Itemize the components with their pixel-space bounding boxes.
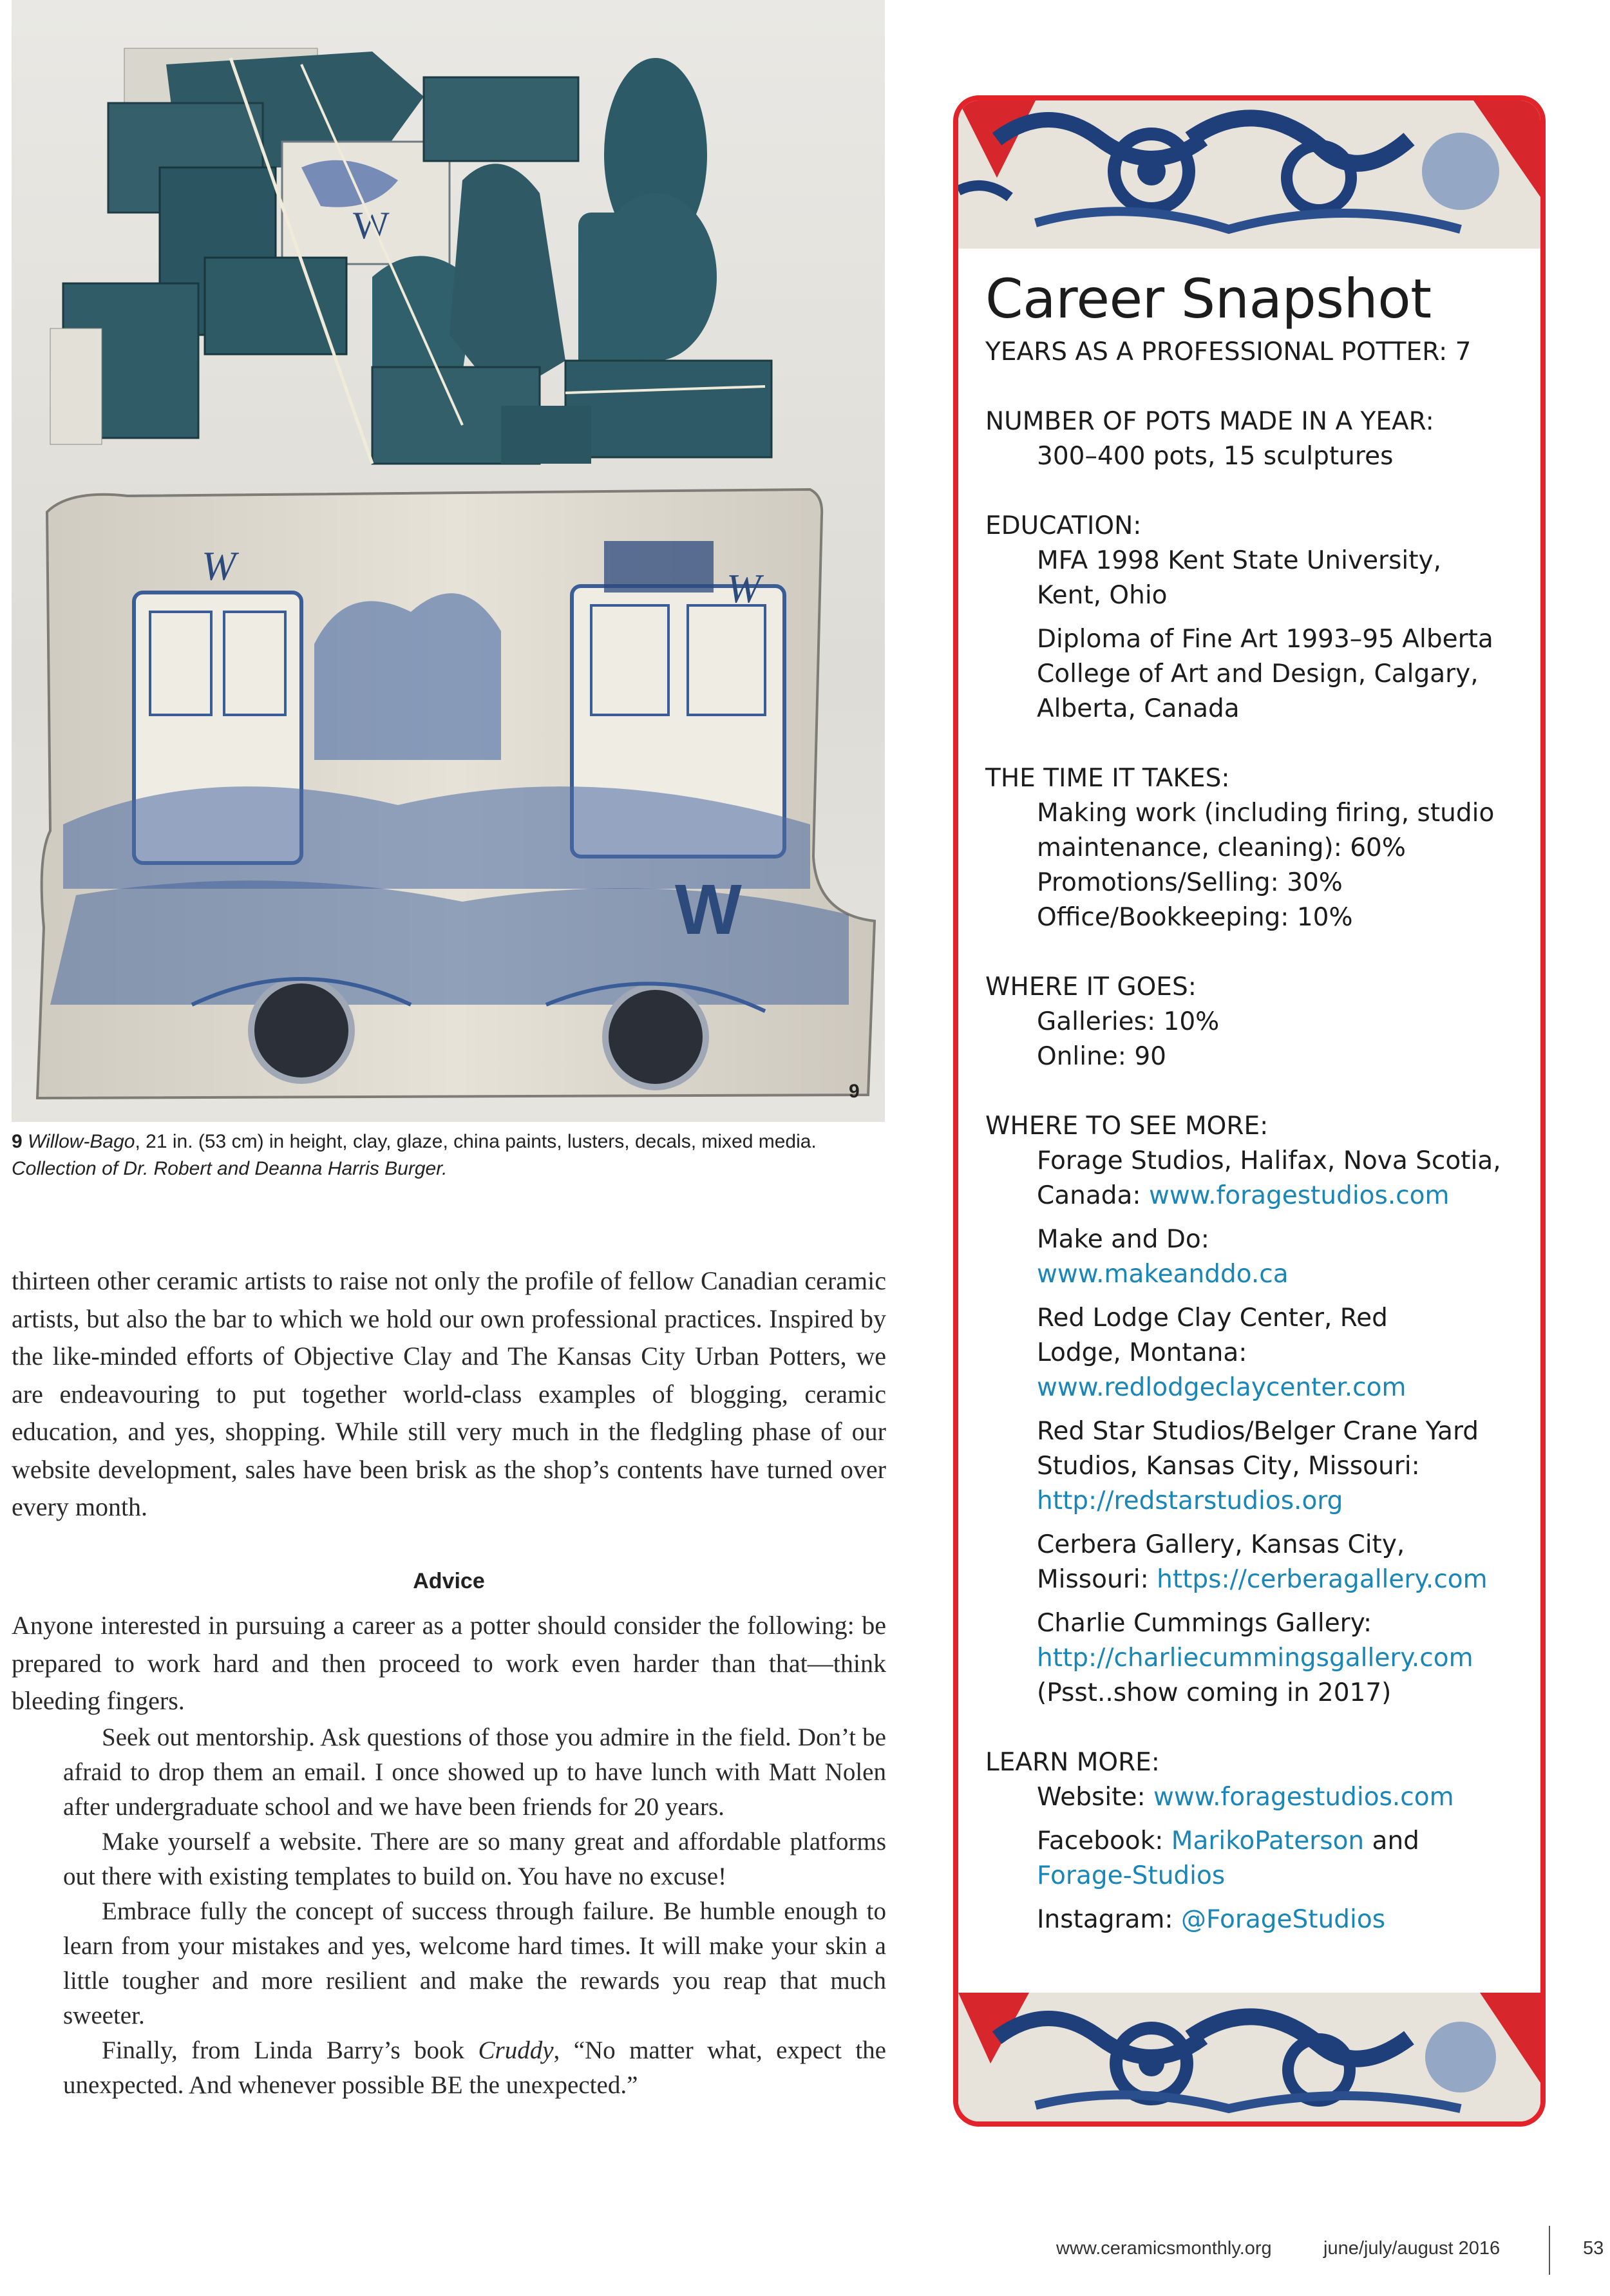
blue-scroll-ornament-icon	[958, 1993, 1540, 2121]
snapshot-content	[985, 267, 1526, 1937]
decorative-band-bottom	[958, 1993, 1540, 2121]
learn-line	[985, 1824, 1526, 1859]
goes-line: Galleries: 10%	[1037, 1007, 1220, 1036]
learn-heading: LEARN MORE:	[985, 1748, 1160, 1777]
advice-paragraph-3: Make yourself a website. There are so many great and affordable platforms out there with existing templates to build on. You have no excuse!	[63, 1827, 886, 1890]
venue-line: Cerbera Gallery, Kansas City,	[1037, 1530, 1405, 1559]
cummings-link[interactable]: http://charliecummingsgallery.com	[1037, 1644, 1473, 1673]
instagram-link[interactable]: @ForageStudios	[1180, 1905, 1386, 1934]
figure-number: 9	[849, 1081, 860, 1102]
venue-line	[985, 1562, 1526, 1597]
redlodge-link[interactable]: www.redlodgeclaycenter.com	[1037, 1373, 1406, 1402]
caption-details: , 21 in. (53 cm) in height, clay, glaze, china paints, lusters, decals, mixed media.	[135, 1131, 817, 1152]
time-line: Office/Bookkeeping: 10%	[1037, 903, 1353, 932]
time-line: maintenance, cleaning): 60%	[1037, 833, 1406, 862]
venue-label: Canada:	[1037, 1181, 1149, 1210]
see-more-heading: WHERE TO SEE MORE:	[985, 1112, 1269, 1141]
advice-heading: Advice	[413, 1569, 485, 1593]
svg-text:W: W	[675, 870, 742, 949]
svg-text:W: W	[353, 204, 390, 247]
goes-heading: WHERE IT GOES:	[985, 972, 1197, 1001]
venue-line: Charlie Cummings Gallery:	[1037, 1609, 1372, 1638]
blue-scroll-ornament-icon	[958, 100, 1540, 249]
sculpture-photo	[12, 0, 885, 1122]
advice-paragraph-1: Anyone interested in pursuing a career as a potter should consider the following: be prepared to work hard and then proceed to work even harder than that—think bleeding fingers.	[12, 1611, 886, 1715]
goes-line: Online: 90	[1037, 1042, 1166, 1071]
cerbera-link[interactable]: https://cerberagallery.com	[1157, 1565, 1488, 1594]
quote-intro: Finally, from Linda Barry’s book	[102, 2036, 478, 2064]
book-title: Cruddy	[478, 2036, 554, 2064]
learn-label: Website:	[1037, 1783, 1154, 1812]
decorative-band-top	[958, 100, 1540, 249]
learn-conjunction: and	[1364, 1826, 1419, 1855]
years-line: YEARS AS A PROFESSIONAL POTTER: 7	[985, 337, 1472, 366]
footer-date: june/july/august 2016	[1323, 2238, 1501, 2259]
venue-line: Red Star Studios/Belger Crane Yard	[1037, 1417, 1479, 1446]
footer-divider	[1549, 2226, 1550, 2275]
redstar-link[interactable]: http://redstarstudios.org	[1037, 1486, 1343, 1515]
time-line: Making work (including firing, studio	[1037, 799, 1495, 828]
pots-heading: NUMBER OF POTS MADE IN A YEAR:	[985, 407, 1434, 436]
venue-line	[985, 1179, 1526, 1213]
page-number: 53	[1583, 2238, 1604, 2259]
pots-value: 300–400 pots, 15 sculptures	[1037, 442, 1394, 471]
facebook-link[interactable]: MarikoPaterson	[1171, 1826, 1365, 1855]
venue-note: (Psst..show coming in 2017)	[1037, 1678, 1392, 1707]
time-heading: THE TIME IT TAKES:	[985, 764, 1230, 793]
learn-line	[985, 1902, 1526, 1937]
education-line: Alberta, Canada	[1037, 694, 1240, 723]
footer-url: www.ceramicsmonthly.org	[1056, 2238, 1272, 2259]
education-line: College of Art and Design, Calgary,	[1037, 659, 1479, 688]
venue-line: Make and Do:	[1037, 1225, 1209, 1254]
svg-text:W: W	[726, 565, 761, 611]
advice-paragraph-5	[12, 2033, 886, 2103]
venue-line: Red Lodge Clay Center, Red	[1037, 1304, 1388, 1333]
venue-line: Forage Studios, Halifax, Nova Scotia,	[1037, 1146, 1501, 1175]
learn-line	[985, 1780, 1526, 1815]
venue-line: Studios, Kansas City, Missouri:	[1037, 1452, 1420, 1481]
svg-text:W: W	[202, 543, 236, 589]
time-line: Promotions/Selling: 30%	[1037, 868, 1343, 897]
education-line: Diploma of Fine Art 1993–95 Alberta	[1037, 625, 1493, 654]
paragraph-text: thirteen other ceramic artists to raise not only the profile of fellow Canadian ceramic artists, but also the bar to which we hold our own professional practices. Inspired by the like-minded efforts of Objective Clay and The Kansas City Urban Potters, we are endeavouring to put together world-class examples of blogging, ceramic education, and yes, shopping. While still very much in the fledgling phase of our website development, sales have been brisk as the shop’s contents have turned over every month.	[12, 1266, 886, 1521]
forage-link[interactable]: www.foragestudios.com	[1148, 1181, 1450, 1210]
caption-number: 9	[12, 1131, 23, 1152]
education-heading: EDUCATION:	[985, 511, 1142, 540]
article-paragraph	[12, 1262, 886, 1526]
advice-paragraph-2: Seek out mentorship. Ask questions of those you admire in the field. Don’t be afraid to drop them an email. I once showed up to have lunch with Matt Nolen after undergraduate school and we have been friends for 20 years.	[63, 1723, 886, 1821]
sidebar-title: Career Snapshot	[985, 267, 1432, 330]
caption-title: Willow-Bago	[28, 1131, 135, 1152]
sculpture-illustration-icon	[12, 0, 885, 1122]
venue-line: Lodge, Montana:	[1037, 1338, 1247, 1367]
caption-collection: Collection of Dr. Robert and Deanna Harris Burger.	[12, 1158, 448, 1179]
website-link[interactable]: www.foragestudios.com	[1153, 1783, 1454, 1812]
quote-text: , “No matter what, expect the unexpected. And whenever possible BE the unexpected.”	[63, 2036, 886, 2099]
education-line: Kent, Ohio	[1037, 581, 1168, 610]
venue-label: Missouri:	[1037, 1565, 1157, 1594]
figure-caption	[12, 1128, 887, 1182]
makeanddo-link[interactable]: www.makeanddo.ca	[1037, 1260, 1289, 1289]
advice-paragraph-4: Embrace fully the concept of success through failure. Be humble enough to learn from your mistakes and yes, welcome hard times. It will make your skin a little tougher and more resilient and make the rewards you reap that much sweeter.	[63, 1897, 886, 2029]
learn-label: Instagram:	[1037, 1905, 1181, 1934]
advice-section	[12, 1607, 886, 2103]
learn-label: Facebook:	[1037, 1826, 1171, 1855]
education-line: MFA 1998 Kent State University,	[1037, 546, 1442, 575]
facebook-page-link[interactable]: Forage-Studios	[1037, 1861, 1226, 1890]
career-snapshot-sidebar	[953, 95, 1546, 2127]
